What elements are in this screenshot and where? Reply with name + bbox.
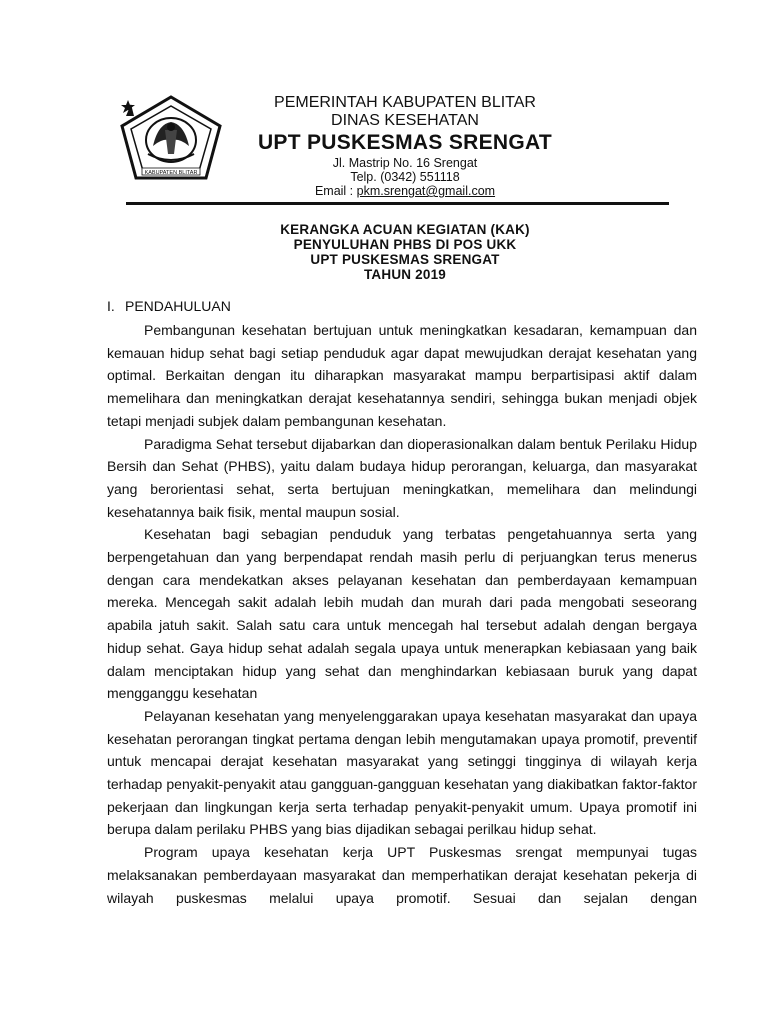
paragraph: Program upaya kesehatan kerja UPT Puskesmas srengat mempunyai tugas melaksanakan pemberdayaan masyarakat dan memperhatikan derajat kesehatan pekerja di wilayah puskesmas melalui upaya promotif. Sesuai dan sejalan dengan (107, 844, 697, 906)
institution-name: UPT PUSKESMAS SRENGAT (257, 131, 553, 154)
document-title (110, 222, 700, 282)
section-title: PENDAHULUAN (125, 298, 231, 314)
svg-text:KABUPATEN BLITAR: KABUPATEN BLITAR (144, 170, 198, 176)
phone: Telp. (0342) 551118 (350, 170, 460, 184)
title-line-1: KERANGKA ACUAN KEGIATAN (KAK) (280, 222, 530, 237)
email-label: Email : (314, 184, 357, 198)
letterhead-divider (126, 202, 669, 205)
title-line-2: PENYULUHAN PHBS DI POS UKK (293, 237, 517, 252)
section-number: I. (107, 298, 115, 314)
body-text (107, 319, 697, 909)
kabupaten-blitar-logo (118, 94, 224, 190)
email-line (240, 184, 570, 198)
department-name: DINAS KESEHATAN (331, 112, 479, 129)
government-name: PEMERINTAH KABUPATEN BLITAR (274, 94, 536, 111)
title-line-4: TAHUN 2019 (363, 267, 447, 282)
address: Jl. Mastrip No. 16 Srengat (332, 156, 478, 170)
paragraph: Pelayanan kesehatan yang menyelenggarakan upaya kesehatan masyarakat dan upaya kesehatan perorangan tingkat pertama dengan lebih mengutamakan upaya promotif, preventif untuk mencapai derajat kesehatan masyarakat yang setinggi tingginya di wilayah kerja terhadap penyakit-penyakit atau gangguan-gangguan kesehatan yang diakibatkan faktor-faktor pekerjaan dan lingkungan kerja serta terhadap penyakit-penyakit umum. Upaya promotif ini berupa dalam perilaku PHBS yang bias dijadikan sebagai perilkau hidup sehat. (107, 707, 697, 838)
paragraph: Paradigma Sehat tersebut dijabarkan dan dioperasionalkan dalam bentuk Perilaku Hidup Bersih dan Sehat (PHBS), yaitu dalam budaya hidup perorangan, keluarga, dan masyarakat yang berorientasi sehat, serta bertujuan meningkatkan, memelihara dan melindungi kesehatannya baik fisik, mental maupun sosial. (107, 435, 697, 520)
letterhead (240, 94, 570, 198)
section-heading (107, 297, 231, 315)
title-line-3: UPT PUSKESMAS SRENGAT (310, 252, 500, 267)
email-link[interactable]: pkm.srengat@gmail.com (356, 184, 496, 198)
paragraph: Kesehatan bagi sebagian penduduk yang terbatas pengetahuannya serta yang berpengetahuan dan yang berpendapat rendah masih perlu di perjuangkan terus menerus dengan cara mendekatkan akses pelayanan kesehatan dan pemberdayaan kemampuan mereka. Mencegah sakit adalah lebih mudah dan murah dari pada mengobati seseorang apabila jatuh sakit. Salah satu cara untuk mencegah hal tersebut adalah dengan bergaya hidup sehat. Gaya hidup sehat adalah segala upaya untuk menerapkan kebiasaan yang baik dalam menciptakan hidup yang sehat dan menghindarkan kebiasaan buruk yang dapat mengganggu kesehatan (107, 526, 697, 702)
paragraph: Pembangunan kesehatan bertujuan untuk meningkatkan kesadaran, kemampuan dan kemauan hidup sehat bagi setiap penduduk agar dapat mewujudkan derajat kesehatan yang optimal. Berkaitan dengan itu diharapkan masyarakat mampu berpartisipasi aktif dalam memelihara dan meningkatkan derajat kesehatannya sendiri, sehingga bukan menjadi objek tetapi menjadi subjek dalam pembangunan kesehatan. (107, 322, 697, 429)
